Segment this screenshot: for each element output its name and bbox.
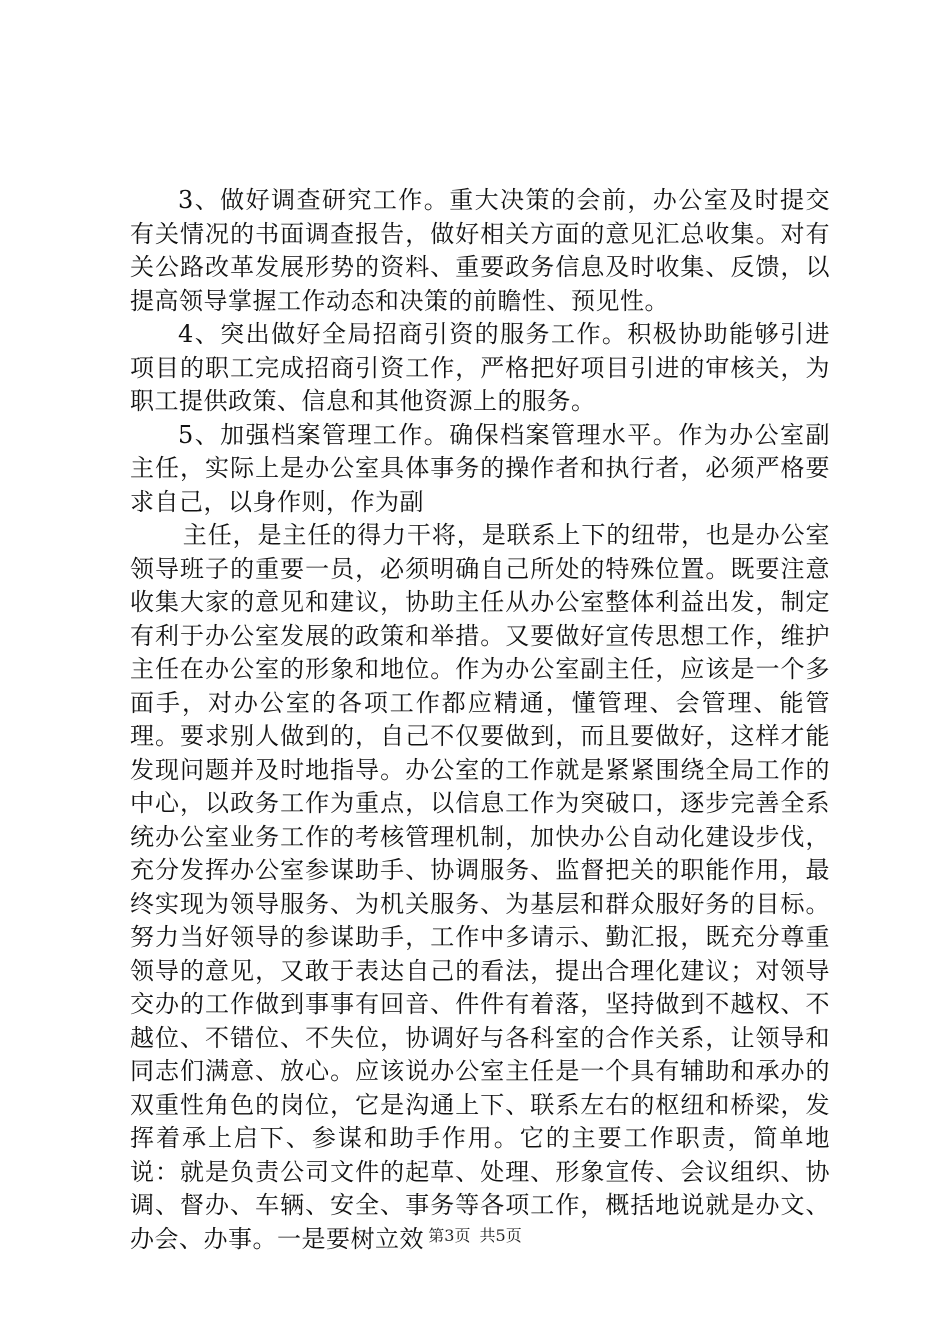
paragraph-archives: 5、加强档案管理工作。确保档案管理水平。作为办公室副主任，实际上是办公室具体事务的操作者和执行者，必须严格要求自己，以身作则，作为副 (130, 420, 830, 516)
page-number: 第3页 (428, 1226, 471, 1245)
document-body (130, 184, 830, 1256)
paragraph-investment: 4、突出做好全局招商引资的服务工作。积极协助能够引进项目的职工完成招商引资工作，严格把好项目引进的审核关，为职工提供政策、信息和其他资源上的服务。 (130, 320, 830, 415)
paragraph-director-role: 主任，是主任的得力干将，是联系上下的纽带，也是办公室领导班子的重要一员，必须明确自己所处的特殊位置。既要注意收集大家的意见和建议，协助主任从办公室整体利益出发，制定有利于办公室发展的政策和举措。又要做好宣传思想工作，维护主任在办公室的形象和地位。作为办公室副主任，应该是一个多面手，对办公室的各项工作都应精通，懂管理、会管理、能管理。要求别人做到的，自己不仅要做到，而且要做好，这样才能发现问题并及时地指导。办公室的工作就是紧紧围绕全局工作的中心，以政务工作为重点，以信息工作为突破口，逐步完善全系统办公室业务工作的考核管理机制，加快办公自动化建设步伐，充分发挥办公室参谋助手、协调服务、监督把关的职能作用，最终实现为领导服务、为机关服务、为基层和群众服好务的目标。努力当好领导的参谋助手，工作中多请示、勤汇报，既充分尊重领导的意见，又敢于表达自己的看法，提出合理化建议；对领导交办的工作做到事事有回音、件件有着落，坚持做到不越权、不越位、不错位、不失位，协调好与各科室的合作关系，让领导和同志们满意、放心。应该说办公室主任是一个具有辅助和承办的双重性角色的岗位，它是沟通上下、联系左右的枢纽和桥梁，发挥着承上启下、参谋和助手作用。它的主要工作职责，简单地说：就是负责公司文件的起草、处理、形象宣传、会议组织、协调、督办、车辆、安全、事务等各项工作，概括地说就是办文、办会、办事。一是要树立效 (130, 521, 830, 1253)
page-footer (0, 1223, 950, 1246)
paragraph-research: 3、做好调查研究工作。重大决策的会前，办公室及时提交有关情况的书面调查报告，做好相关方面的意见汇总收集。对有关公路改革发展形势的资料、重要政务信息及时收集、反馈，以提高领导掌握工作动态和决策的前瞻性、预见性。 (130, 186, 830, 315)
page-total: 共5页 (479, 1226, 522, 1245)
